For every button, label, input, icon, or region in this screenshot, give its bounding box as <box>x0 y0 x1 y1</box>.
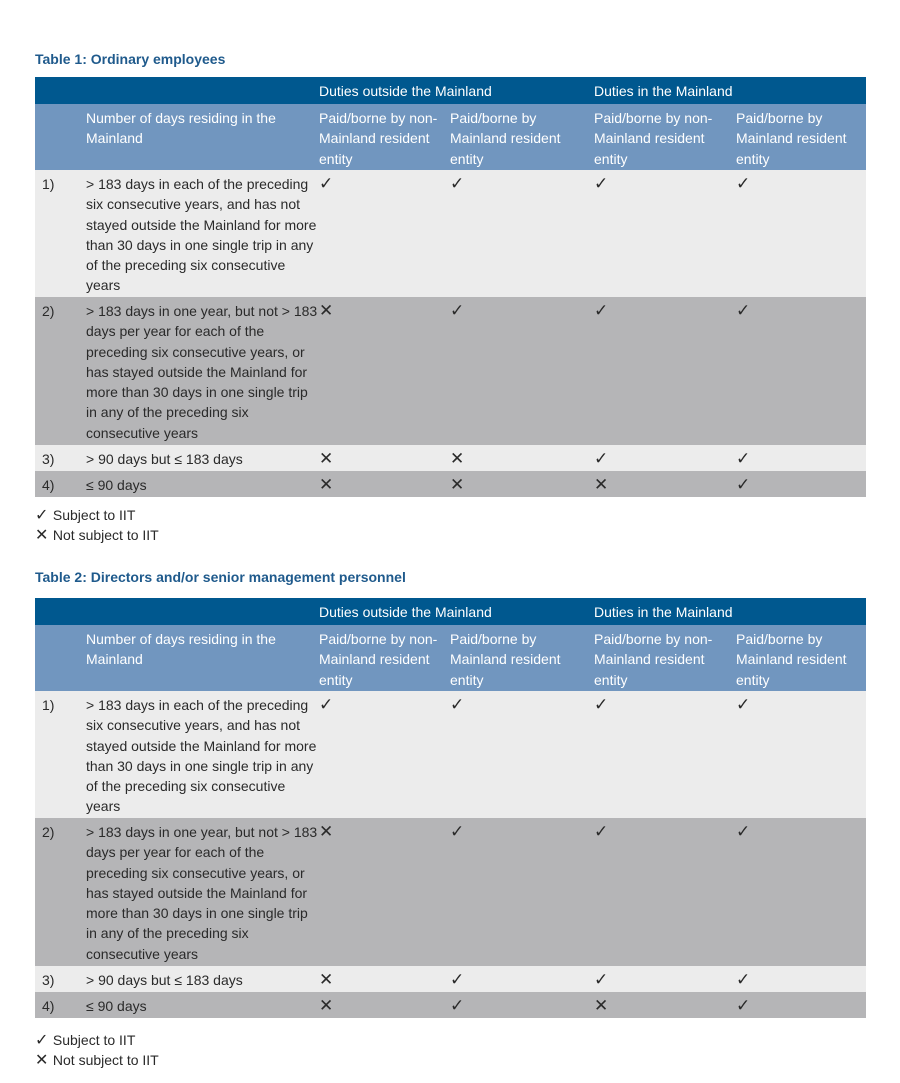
check-icon: ✓ <box>736 996 751 1015</box>
check-icon: ✓ <box>736 301 751 320</box>
table2-sub-header <box>35 625 866 691</box>
table2-group-header <box>35 598 866 625</box>
legend-label: Not subject to IIT <box>52 1052 159 1068</box>
column-header: Paid/borne by Mainland resident entity <box>736 625 866 691</box>
table-row <box>35 966 866 992</box>
table-row <box>35 691 866 818</box>
legend-table1 <box>35 505 159 545</box>
cross-icon: ✕ <box>35 1052 49 1069</box>
cross-icon: ✕ <box>450 449 465 468</box>
check-icon: ✓ <box>594 695 609 714</box>
legend-label: Subject to IIT <box>52 507 136 523</box>
table-row <box>35 445 866 471</box>
cross-icon: ✕ <box>594 996 609 1015</box>
row-number: 4) <box>35 471 86 497</box>
cross-icon: ✕ <box>319 822 334 841</box>
cross-icon: ✕ <box>35 527 49 544</box>
table1 <box>35 77 866 497</box>
row-description: > 183 days in each of the preceding six consecutive years, and has not stayed outside the Mainland for more than 30 days in one single trip in any of the preceding six consecutive years <box>86 691 319 818</box>
cross-icon: ✕ <box>319 449 334 468</box>
check-icon: ✓ <box>319 174 334 193</box>
check-icon: ✓ <box>594 449 609 468</box>
column-header-days: Number of days residing in the Mainland <box>86 625 319 691</box>
legend-item-not-subject <box>35 525 159 545</box>
cross-icon: ✕ <box>319 970 334 989</box>
check-icon: ✓ <box>450 822 465 841</box>
column-header: Paid/borne by non-Mainland resident entity <box>594 104 736 170</box>
row-description: > 183 days in one year, but not > 183 days per year for each of the preceding six consecutive years, or has stayed outside the Mainland for more than 30 days in one single trip in any of the preceding six consecutive years <box>86 818 319 966</box>
column-header: Paid/borne by Mainland resident entity <box>736 104 866 170</box>
legend-table2 <box>35 1030 159 1070</box>
table1-group-header <box>35 77 866 104</box>
check-icon: ✓ <box>319 695 334 714</box>
table-row <box>35 170 866 297</box>
check-icon: ✓ <box>450 301 465 320</box>
group-header-in: Duties in the Mainland <box>594 77 866 104</box>
group-header-outside: Duties outside the Mainland <box>319 77 594 104</box>
column-header: Paid/borne by Mainland resident entity <box>450 104 594 170</box>
check-icon: ✓ <box>736 695 751 714</box>
check-icon: ✓ <box>736 475 751 494</box>
legend-label: Not subject to IIT <box>52 527 159 543</box>
check-icon: ✓ <box>594 822 609 841</box>
row-number: 2) <box>35 818 86 966</box>
check-icon: ✓ <box>594 301 609 320</box>
table1-sub-header <box>35 104 866 170</box>
legend-item-subject <box>35 505 159 525</box>
row-description: > 90 days but ≤ 183 days <box>86 445 319 471</box>
check-icon: ✓ <box>736 449 751 468</box>
row-description: > 183 days in each of the preceding six consecutive years, and has not stayed outside the Mainland for more than 30 days in one single trip in any of the preceding six consecutive years <box>86 170 319 297</box>
row-number: 4) <box>35 992 86 1018</box>
check-icon: ✓ <box>450 174 465 193</box>
table-row <box>35 818 866 966</box>
check-icon: ✓ <box>736 174 751 193</box>
row-number: 3) <box>35 445 86 471</box>
group-header-in: Duties in the Mainland <box>594 598 866 625</box>
table1-title: Table 1: Ordinary employees <box>35 51 226 67</box>
check-icon: ✓ <box>450 695 465 714</box>
column-header: Paid/borne by non-Mainland resident entity <box>319 625 450 691</box>
row-number: 2) <box>35 297 86 445</box>
legend-item-subject <box>35 1030 159 1050</box>
check-icon: ✓ <box>450 970 465 989</box>
row-description: > 90 days but ≤ 183 days <box>86 966 319 992</box>
column-header: Paid/borne by non-Mainland resident entity <box>594 625 736 691</box>
row-number: 1) <box>35 170 86 297</box>
check-icon: ✓ <box>450 996 465 1015</box>
table2-title: Table 2: Directors and/or senior management personnel <box>35 569 406 585</box>
column-header-days: Number of days residing in the Mainland <box>86 104 319 170</box>
group-header-outside: Duties outside the Mainland <box>319 598 594 625</box>
check-icon: ✓ <box>736 822 751 841</box>
column-header: Paid/borne by Mainland resident entity <box>450 625 594 691</box>
legend-label: Subject to IIT <box>52 1032 136 1048</box>
check-icon: ✓ <box>594 174 609 193</box>
table-row <box>35 471 866 497</box>
cross-icon: ✕ <box>319 996 334 1015</box>
column-header: Paid/borne by non-Mainland resident entity <box>319 104 450 170</box>
row-description: ≤ 90 days <box>86 471 319 497</box>
row-number: 1) <box>35 691 86 818</box>
cross-icon: ✕ <box>450 475 465 494</box>
row-number: 3) <box>35 966 86 992</box>
check-icon: ✓ <box>35 1032 49 1049</box>
cross-icon: ✕ <box>319 475 334 494</box>
row-description: > 183 days in one year, but not > 183 days per year for each of the preceding six consecutive years, or has stayed outside the Mainland for more than 30 days in one single trip in any of the preceding six consecutive years <box>86 297 319 445</box>
legend-item-not-subject <box>35 1050 159 1070</box>
table-row <box>35 297 866 445</box>
check-icon: ✓ <box>594 970 609 989</box>
check-icon: ✓ <box>736 970 751 989</box>
table2 <box>35 598 866 1018</box>
check-icon: ✓ <box>35 507 49 524</box>
table-row <box>35 992 866 1018</box>
cross-icon: ✕ <box>319 301 334 320</box>
row-description: ≤ 90 days <box>86 992 319 1018</box>
cross-icon: ✕ <box>594 475 609 494</box>
